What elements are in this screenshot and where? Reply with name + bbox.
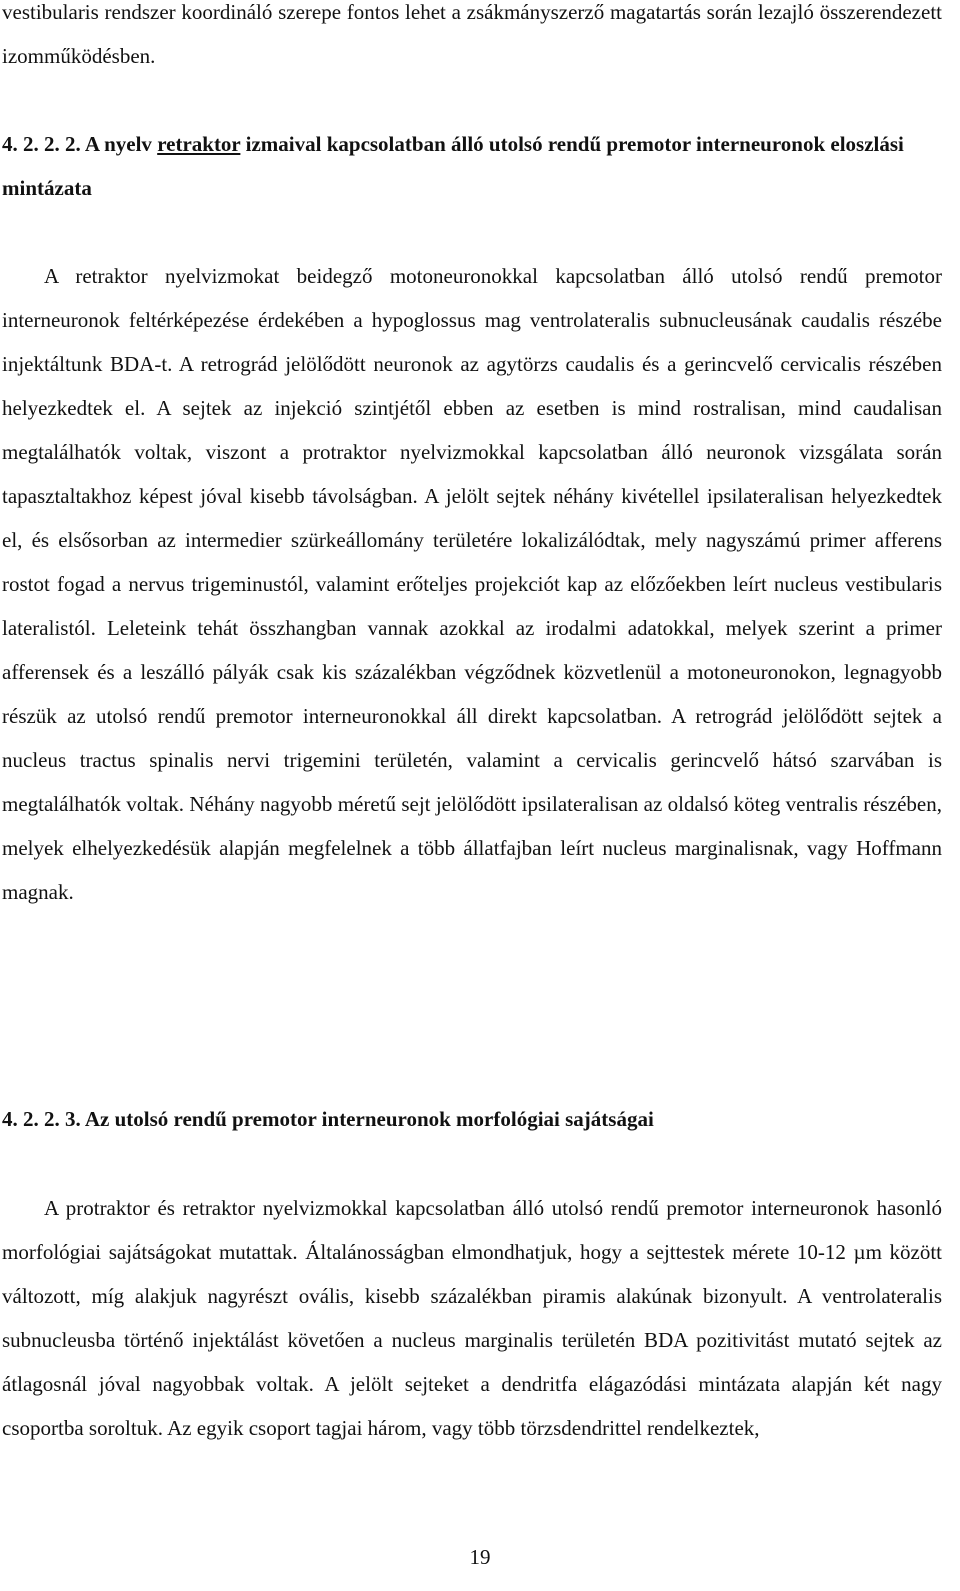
section-heading-4-2-2-3 bbox=[2, 1097, 942, 1141]
section-title-underlined: retraktor bbox=[157, 132, 241, 156]
page-number: 19 bbox=[469, 1545, 491, 1569]
section-paragraph-4-2-2-3: A protraktor és retraktor nyelvizmokkal kapcsolatban álló utolsó rendű premotor interneuronok hasonló morfológiai sajátságokat mutattak. Általánosságban elmondhatjuk, hogy a sejttestek mérete 10-12 µm között változott, míg alakjuk nagyrészt ovális, kisebb százalékban piramis alakúnak bizonyult. A ventrolateralis subnucleusba történő injektálást követően a nucleus marginalis területén BDA pozitivitást mutató sejtek az átlagosnál jóval nagyobbak voltak. A jelölt sejteket a dendritfa elágazódási mintázata alapján két nagy csoportba soroltuk. Az egyik csoport tagjai három, vagy több törzsdendrittel rendelkeztek, bbox=[2, 1196, 942, 1440]
section-title-pre: A nyelv bbox=[80, 132, 158, 156]
intro-paragraph: vestibularis rendszer koordináló szerepe fontos lehet a zsákmányszerző magatartás során lezajló összerendezett izomműködésben. bbox=[2, 0, 942, 68]
section-paragraph-4-2-2-2: A retraktor nyelvizmokat beidegző motoneuronokkal kapcsolatban álló utolsó rendű premotor interneuronok feltérképezése érdekében a hypoglossus mag ventrolateralis subnucleusának caudalis részébe injektáltunk BDA-t. A retrográd jelölődött neuronok az agytörzs caudalis és a gerincvelő cervicalis részében helyezkedtek el. A sejtek az injekció szintjétől ebben az esetben is mind rostralisan, mind caudalisan megtalálhatók voltak, viszont a protraktor nyelvizmokkal kapcsolatban álló neuronok vizsgálata során tapasztaltakhoz képest jóval kisebb távolságban. A jelölt sejtek néhány kivétellel ipsilateralisan helyezkedtek el, és elsősorban az intermedier szürkeállomány területére lokalizálódtak, mely nagyszámú primer afferens rostot fogad a nervus trigeminustól, valamint erőteljes projekciót kap az előzőekben leírt nucleus vestibularis lateralistól. Leleteink tehát összhangban vannak azokkal az irodalmi adatokkal, melyek szerint a primer afferensek és a leszálló pályák csak kis százalékban végződnek közvetlenül a motoneuronokon, legnagyobb részük az utolsó rendű premotor interneuronokkal áll direkt kapcsolatban. A retrográd jelölődött sejtek a nucleus tractus spinalis nervi trigemini területén, valamint a cervicalis gerincvelő hátsó szarvában is megtalálhatók voltak. Néhány nagyobb méretű sejt jelölődött ipsilateralisan az oldalsó köteg ventralis részében, melyek elhelyezkedésük alapján megfelelnek a több állatfajban leírt nucleus marginalisnak, vagy Hoffmann magnak. bbox=[2, 264, 942, 904]
section-title-post: izmaival kapcsolatban álló utolsó rendű premotor interneuronok eloszlási mintázata bbox=[2, 132, 904, 200]
section-title: Az utolsó rendű premotor interneuronok morfológiai sajátságai bbox=[80, 1107, 654, 1131]
section-number: 4. 2. 2. 3. bbox=[2, 1107, 81, 1131]
section-number: 4. 2. 2. 2. bbox=[2, 132, 81, 156]
section-heading-4-2-2-2 bbox=[2, 122, 942, 210]
